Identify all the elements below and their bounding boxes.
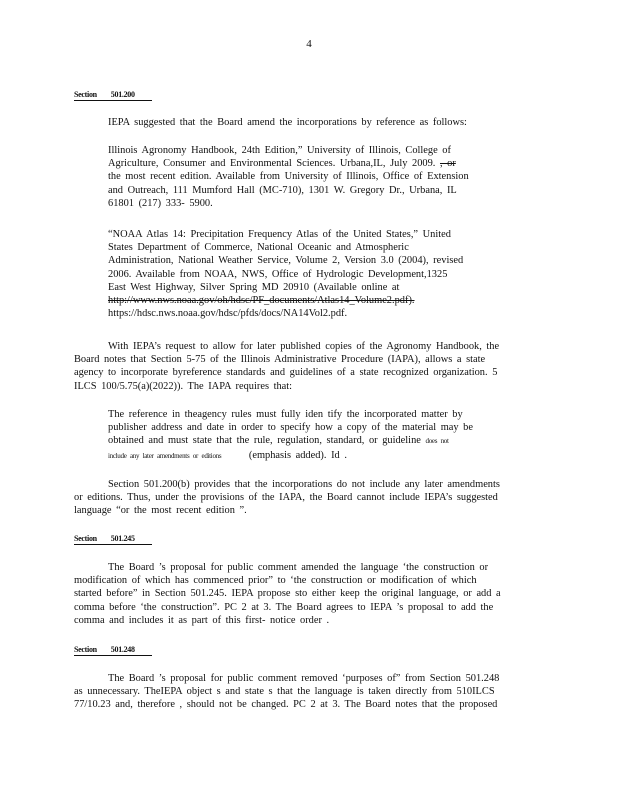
struck-text: , or — [439, 158, 456, 170]
text-line: 77/10.23 and, therefore , should not be changed. PC 2 at 3. The Board notes that the proposed — [74, 699, 498, 711]
section-heading-501-245 — [74, 534, 152, 545]
text-line: The Board ’s proposal for public comment removed ‘purposes of” from Section 501.248 — [108, 673, 500, 684]
text-line: agency to incorporate byreference standards and guidelines of a state recognized organization. 5 — [74, 367, 498, 379]
text-line: “NOAA Atlas 14: Precipitation Frequency Atlas of the United States,” United — [108, 229, 451, 240]
paragraph-iepa-suggested — [108, 116, 508, 129]
text-line: East West Highway, Silver Spring MD 20910 (Available online at — [108, 281, 400, 293]
text-line: modification of which has commenced prior” to ‘the construction or modification of which — [74, 575, 477, 587]
page-number: 4 — [306, 38, 312, 50]
section-label: Section — [74, 90, 97, 99]
small-text: include any later amendments or editions — [108, 451, 222, 460]
text-line: States Department of Commerce, National Oceanic and Atmospheric — [108, 242, 409, 254]
text-segment: Agriculture, Consumer and Environmental Sciences. Urbana,IL, July 2009. — [108, 158, 440, 170]
quote-iapa-requirement — [108, 408, 498, 463]
text-line: publisher address and date in order to specify how a copy of the material may be — [108, 422, 473, 434]
text-line: comma before ‘the construction”. PC 2 at 3. The Board agrees to IEPA ’s proposal to add the — [74, 601, 494, 613]
text-line: ILCS 100/5.75(a)(2022)). The IAPA requires that: — [74, 380, 293, 392]
text-line — [108, 449, 498, 463]
quote-agronomy-handbook — [108, 144, 498, 210]
text-segment: obtained and must state that the rule, regulation, standard, or guideline — [108, 435, 421, 447]
text-line: as unnecessary. TheIEPA object s and state s that the language is taken directly from 510ILCS — [74, 686, 495, 698]
text-line — [108, 157, 498, 170]
paragraph-section-501-245 — [74, 561, 536, 627]
text-line: The Board ’s proposal for public comment amended the language ‘the construction or — [108, 562, 489, 573]
text-segment: (emphasis added). Id . — [248, 449, 347, 461]
text-line: started before” in Section 501.245. IEPA propose sto either keep the original language, or add a — [74, 588, 501, 600]
text-line: comma and includes it as part of this first- notice order . — [74, 614, 330, 626]
text-line: language “or the most recent edition ”. — [74, 505, 247, 517]
text-line: With IEPA’s request to allow for later published copies of the Agronomy Handbook, the — [108, 341, 500, 352]
section-number: 501.200 — [110, 90, 135, 99]
text-line: 61801 (217) 333- 5900. — [108, 197, 213, 209]
section-number: 501.245 — [110, 534, 135, 543]
text-line: Board notes that Section 5-75 of the Illinois Administrative Procedure (IAPA), allows a state — [74, 354, 486, 366]
section-heading-501-248 — [74, 645, 152, 656]
text-line: 2006. Available from NOAA, NWS, Office of Hydrologic Development,1325 — [108, 268, 448, 280]
text-line: The reference in theagency rules must fully iden tify the incorporated matter by — [108, 409, 463, 420]
text-line: or editions. Thus, under the provisions of the IAPA, the Board cannot include IEPA’s suggested — [74, 492, 498, 504]
text-line: https://hdsc.nws.noaa.gov/hdsc/pfds/docs/NA14Vol2.pdf. — [108, 308, 348, 320]
section-number: 501.248 — [110, 645, 135, 654]
quote-noaa-atlas — [108, 228, 498, 320]
paragraph-section-501-200b — [74, 478, 536, 518]
text-line — [108, 434, 498, 448]
text-line: the most recent edition. Available from University of Illinois, Office of Extension — [108, 171, 469, 183]
text-line: IEPA suggested that the Board amend the incorporations by reference as follows: — [108, 117, 467, 128]
section-label: Section — [74, 534, 97, 543]
text-line: Illinois Agronomy Handbook, 24th Edition,” University of Illinois, College of — [108, 145, 451, 156]
paragraph-iapa-notes — [74, 340, 536, 393]
text-line: Section 501.200(b) provides that the incorporations do not include any later amendments — [108, 479, 500, 490]
text-line: and Outreach, 111 Mumford Hall (MC-710), 1301 W. Gregory Dr., Urbana, IL — [108, 184, 457, 196]
section-heading-501-200 — [74, 90, 152, 101]
text-line: Administration, National Weather Service, Volume 2, Version 3.0 (2004), revised — [108, 255, 464, 267]
struck-url: http://www.nws.noaa.gov/oh/hdsc/PF_documents/Atlas14_Volume2.pdf). — [108, 295, 415, 307]
small-text: does not — [425, 437, 449, 446]
paragraph-section-501-248 — [74, 672, 536, 712]
section-label: Section — [74, 645, 97, 654]
